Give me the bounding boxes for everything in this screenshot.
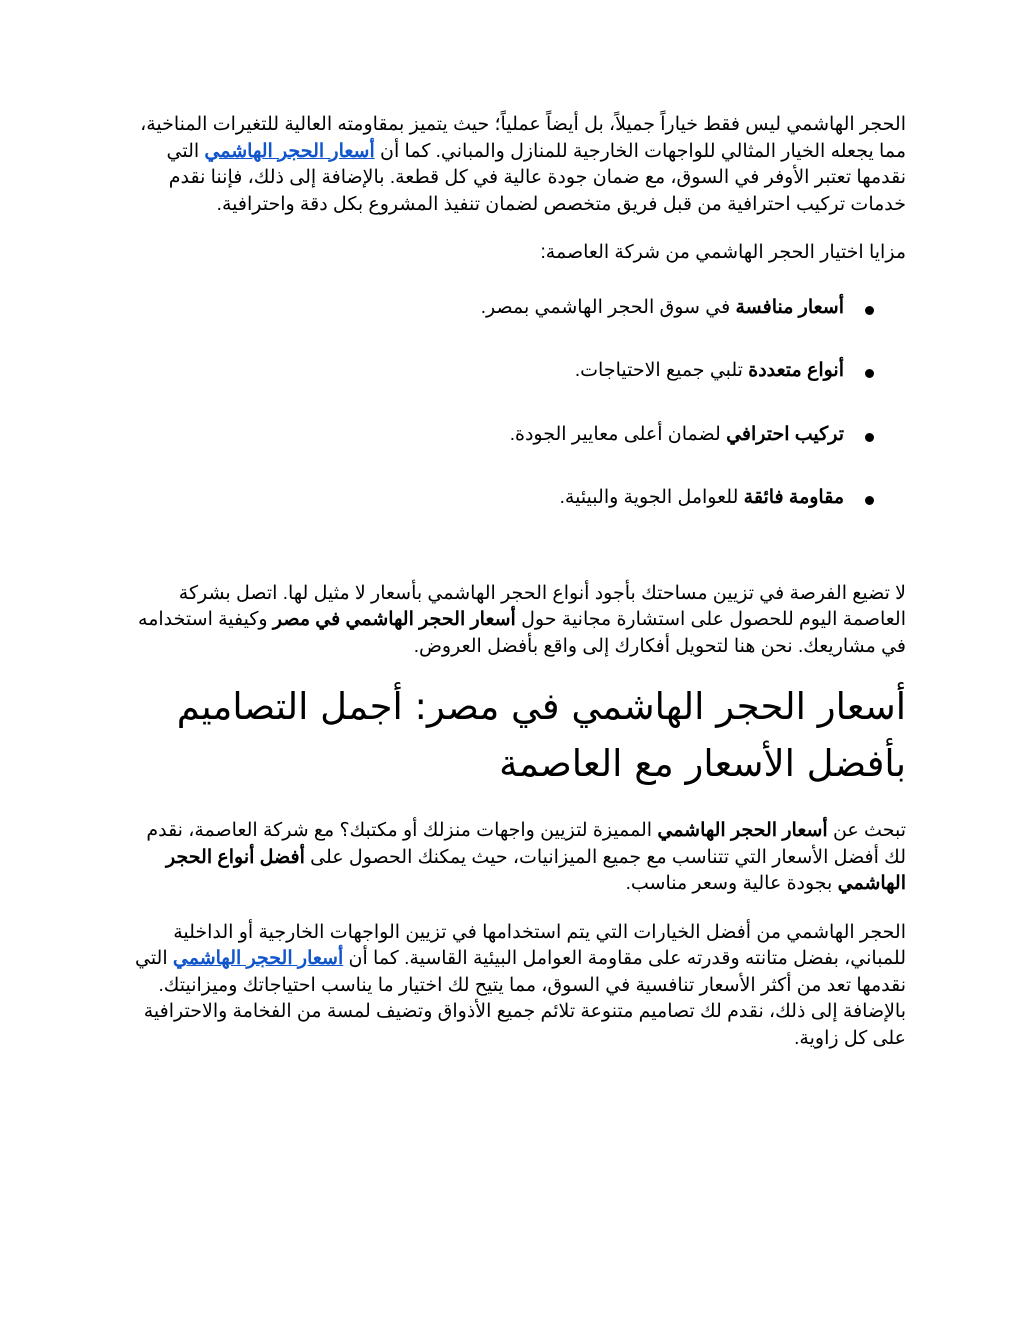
intro-text-end: التي نقدمها تعتبر الأوفر في السوق، مع ضمان جودة عالية في كل قطعة. بالإضافة إلى ذلك، فإننا نقدم خدمات تركيب احترافية من قبل فريق متخصص لضمان تنفيذ المشروع بكل دقة واحترافية.	[166, 140, 906, 215]
bullet-icon	[865, 496, 874, 505]
benefits-text-end: التي نقدمها تعد من أكثر الأسعار تنافسية في السوق، مما يتيح لك اختيار ما يناسب احتياجاتك وميزانيتك. بالإضافة إلى ذلك، نقدم لك تصاميم متنوعة تلائم جميع الأذواق وتضيف لمسة من الفخامة والاحترافية على كل زاوية.	[134, 948, 906, 1049]
search-text-middle: المميزة لتزيين واجهات منزلك أو مكتبك؟ مع شركة العاصمة، نقدم لك أفضل الأسعار التي تتناسب مع جميع الميزانيات، حيث يمكنك الحصول على	[146, 820, 906, 868]
bullet-icon	[865, 433, 874, 442]
list-item	[120, 485, 844, 512]
bullet-icon	[865, 306, 874, 315]
search-bold-prices: أسعار الحجر الهاشمي	[657, 820, 828, 841]
list-item	[120, 422, 844, 449]
section-heading: أسعار الحجر الهاشمي في مصر: أجمل التصاميم بأفضل الأسعار مع العاصمة	[176, 685, 906, 785]
hashemi-stone-prices-link[interactable]: أسعار الحجر الهاشمي	[204, 140, 375, 162]
intro-paragraph	[120, 112, 906, 218]
stone-benefits-paragraph	[120, 920, 906, 1053]
feature-text: في سوق الحجر الهاشمي بمصر.	[480, 296, 736, 318]
cta-bold-text: أسعار الحجر الهاشمي في مصر	[272, 609, 516, 630]
feature-text: للعوامل الجوية والبيئية.	[559, 487, 744, 508]
feature-text: لضمان أعلى معايير الجودة.	[509, 423, 727, 445]
feature-title: تركيب احترافي	[726, 423, 844, 445]
cta-text-end: وكيفية استخدامه في مشاريعك. نحن هنا لتحويل أفكارك إلى واقع بأفضل العروض.	[138, 609, 906, 657]
feature-title: أسعار منافسة	[735, 296, 844, 318]
call-to-action-paragraph	[120, 581, 906, 661]
list-item	[120, 295, 844, 322]
feature-title: مقاومة فائقة	[743, 487, 844, 508]
document-page	[120, 112, 906, 1052]
search-text-start: تبحث عن	[827, 820, 906, 841]
search-text-end: بجودة عالية وسعر مناسب.	[625, 873, 838, 894]
bullet-icon	[865, 369, 874, 378]
intro-text-start: الحجر الهاشمي ليس فقط خياراً جميلاً، بل أيضاً عملياً؛ حيث يتميز بمقاومته العالية للتغيرات المناخية، مما يجعله الخيار المثالي للواجهات الخارجية للمنازل والمباني. كما أن	[140, 114, 906, 162]
search-prices-paragraph	[120, 818, 906, 898]
features-list	[120, 295, 906, 512]
benefits-text-start: الحجر الهاشمي من أفضل الخيارات التي يتم استخدامها في تزيين الواجهات الخارجية أو الداخلية للمباني، بفضل متانته وقدرته على مقاومة العوامل البيئية القاسية. كما أن	[173, 921, 906, 969]
features-intro: مزايا اختيار الحجر الهاشمي من شركة العاصمة:	[540, 242, 906, 263]
list-item	[120, 358, 844, 385]
feature-title: أنواع متعددة	[748, 360, 844, 381]
hashemi-stone-prices-link-2[interactable]: أسعار الحجر الهاشمي	[172, 948, 344, 969]
search-bold-types: أفضل أنواع الحجر الهاشمي	[166, 846, 906, 894]
cta-text-start: لا تضيع الفرصة في تزيين مساحتك بأجود أنواع الحجر الهاشمي بأسعار لا مثيل لها. اتصل بشركة العاصمة اليوم للحصول على استشارة مجانية حول	[178, 582, 906, 630]
feature-text: تلبي جميع الاحتياجات.	[574, 360, 749, 381]
